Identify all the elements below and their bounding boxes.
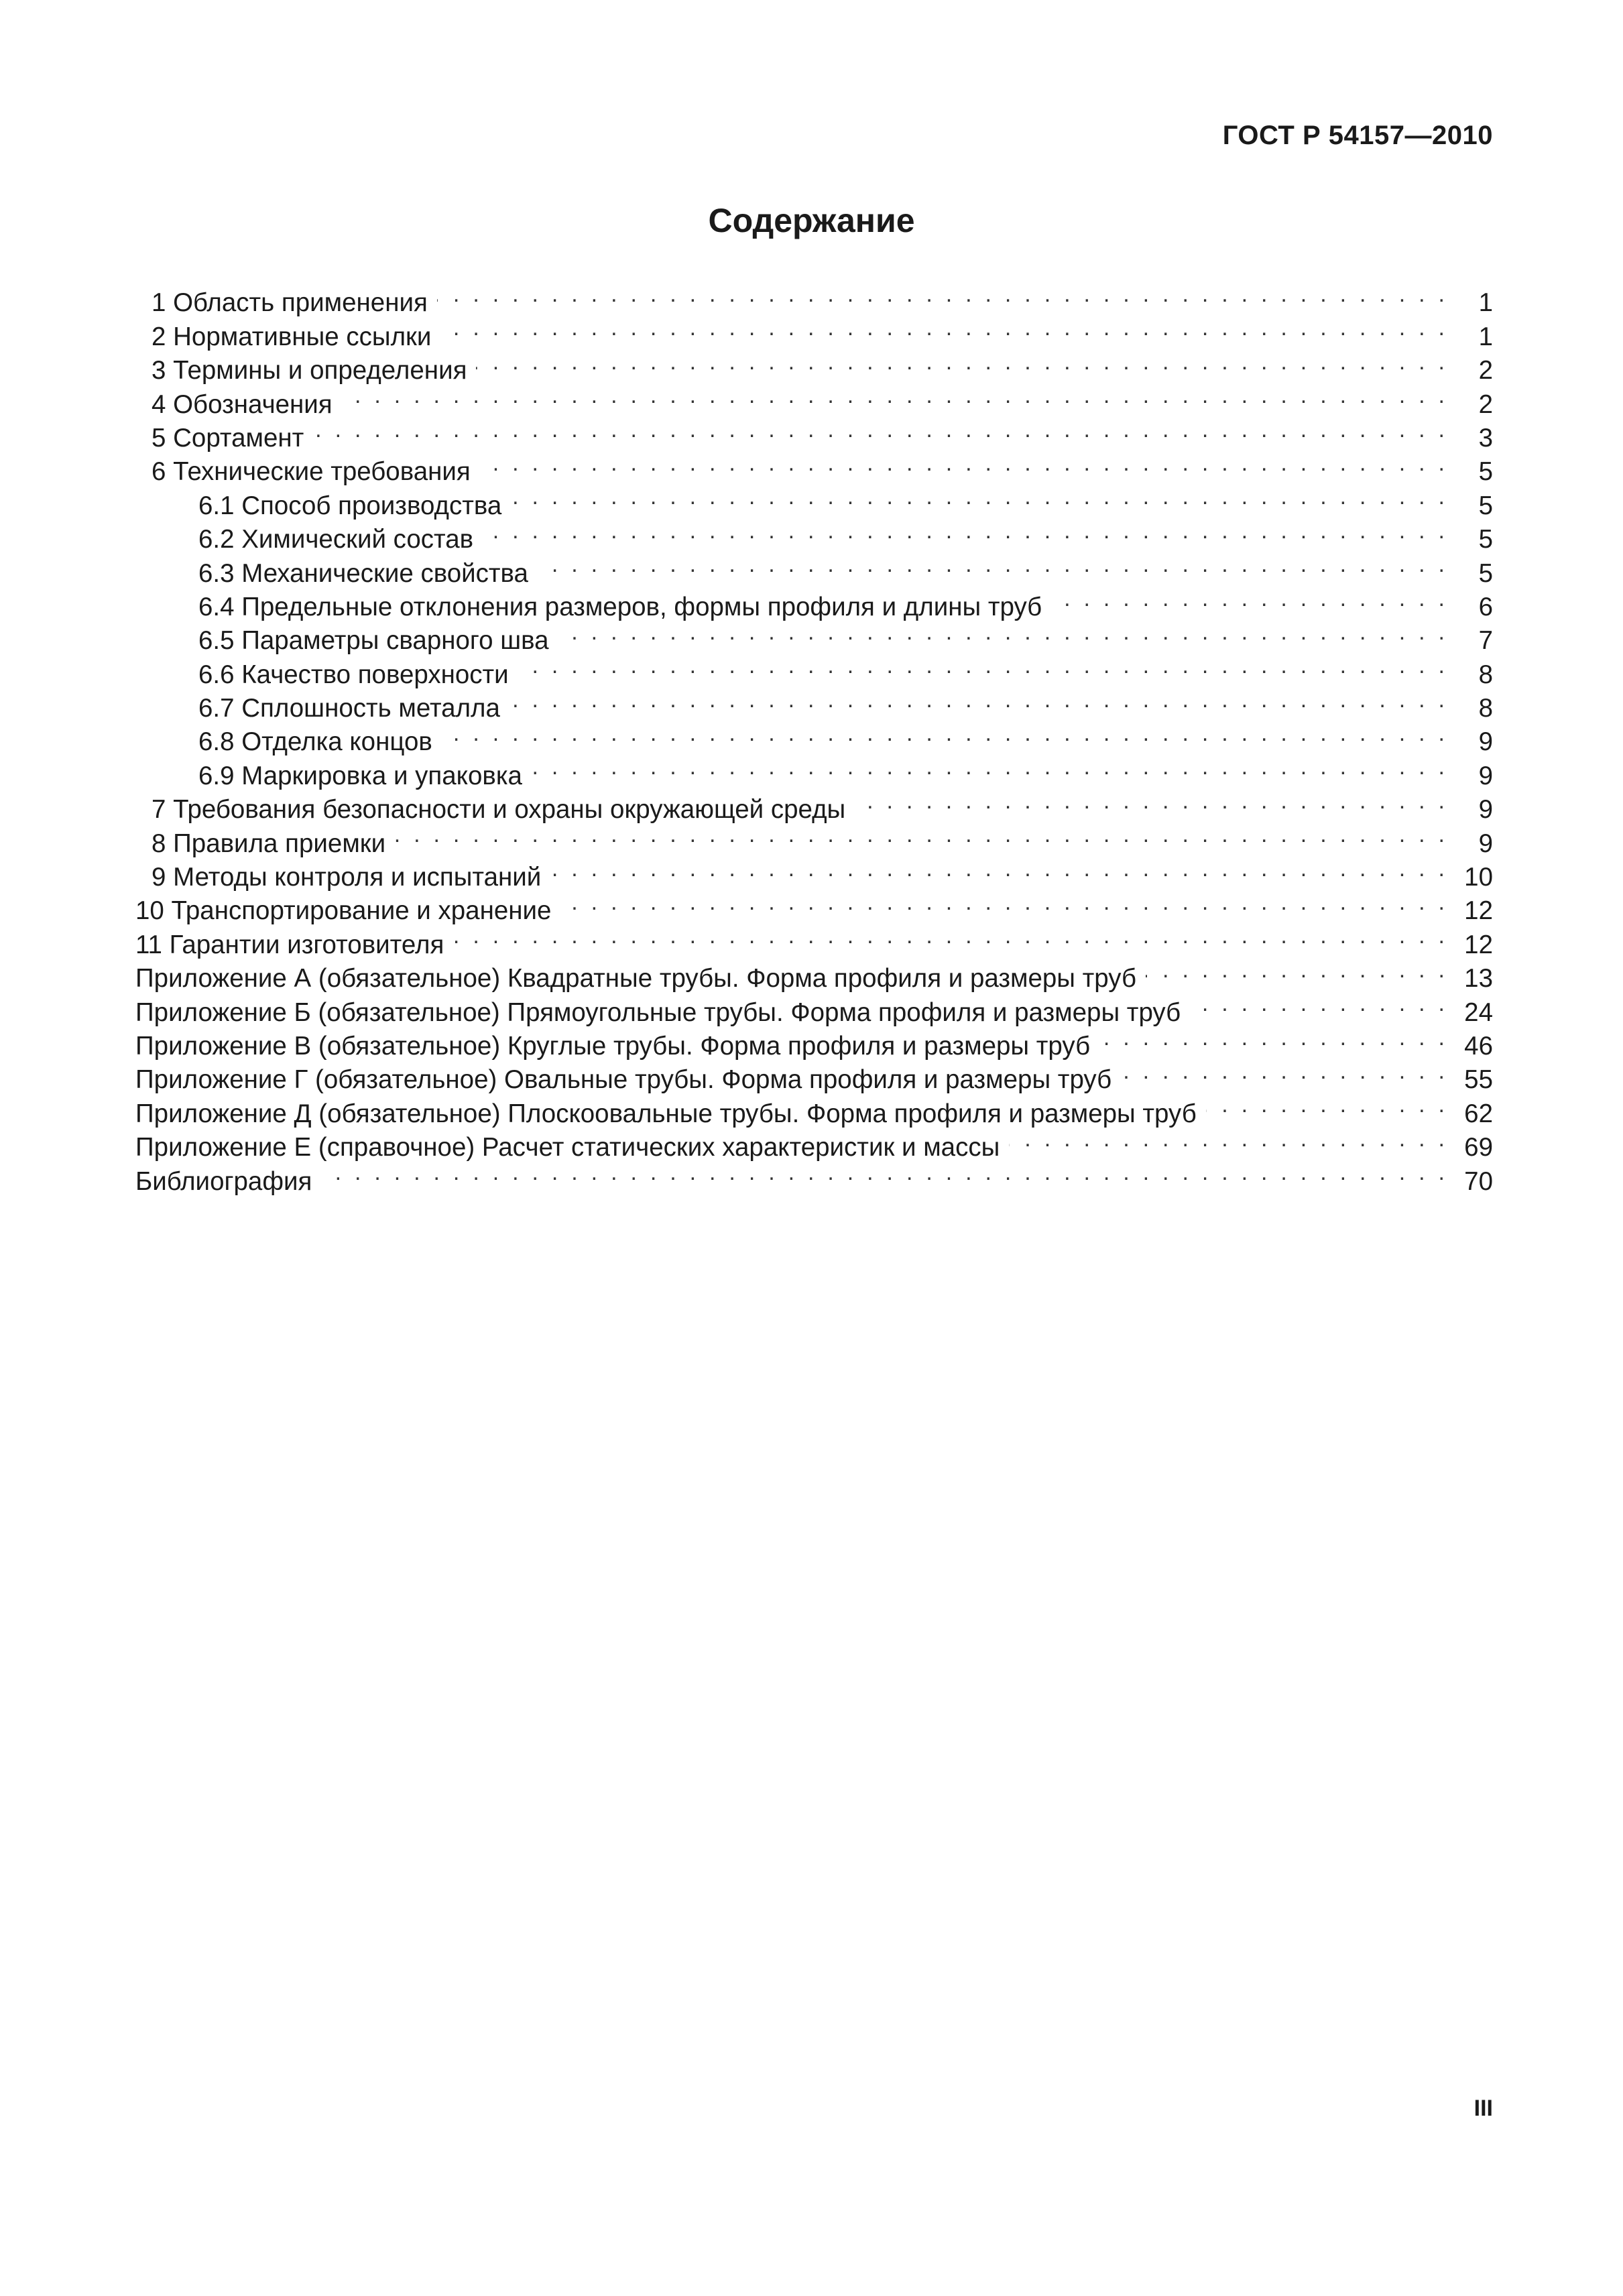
dot-leader [1009,1122,1445,1156]
toc-entry-label: 4 Обозначения [135,388,342,422]
dot-leader [483,514,1445,548]
dot-leader [437,278,1445,311]
dot-leader [518,649,1445,682]
toc-entry-label: 6.1 Способ производства [135,489,511,523]
toc-entry[interactable] [135,413,1493,452]
toc-entry-label: Приложение Д (обязательное) Плоскоовальные трубы. Форма профиля и размеры труб [135,1097,1206,1131]
toc-entry-label: 8 Правила приемки [135,827,395,861]
toc-entry-page: 9 [1445,827,1493,861]
toc-bibliography-entry[interactable] [135,1156,1493,1196]
toc-entry-page: 5 [1445,489,1493,523]
toc-entry-label: Библиография [135,1165,321,1199]
dot-leader [1051,582,1445,615]
toc-entry-label: 6.2 Химический состав [135,523,483,556]
toc-entry-page: 1 [1445,286,1493,320]
toc-entry-label: Приложение Г (обязательное) Овальные трубы. Форма профиля и размеры труб [135,1063,1121,1097]
page-number: III [1474,2096,1493,2121]
toc-entry-label: 10 Транспортирование и хранение [135,894,560,928]
toc-entry-label: 7 Требования безопасности и охраны окружающей среды [135,793,855,827]
toc-entry-label: Приложение В (обязательное) Круглые трубы. Форма профиля и размеры труб [135,1030,1099,1063]
toc-entry-page: 8 [1445,658,1493,692]
dot-leader [550,852,1445,886]
toc-entry-page: 70 [1445,1165,1493,1199]
toc-entry-label: 6.9 Маркировка и упаковка [135,760,532,793]
toc-entry-page: 3 [1445,422,1493,455]
toc-entry-label: 3 Термины и определения [135,354,476,387]
toc-entry-label: Приложение А (обязательное) Квадратные трубы. Форма профиля и размеры труб [135,962,1146,995]
dot-leader [855,784,1445,818]
dot-leader [1190,987,1445,1020]
dot-leader [442,717,1445,750]
dot-leader [476,345,1445,379]
toc-entry-page: 9 [1445,760,1493,793]
table-of-contents [135,278,1493,1196]
toc-entry-page: 46 [1445,1030,1493,1063]
toc-entry-label: 6.7 Сплошность металла [135,692,509,725]
dot-leader [395,818,1445,851]
toc-entry-label: 5 Сортамент [135,422,313,455]
dot-leader [453,919,1445,953]
dot-leader [509,683,1445,717]
toc-entry-label: 6.6 Качество поверхности [135,658,518,692]
toc-entry-label: 6.4 Предельные отклонения размеров, формы профиля и длины труб [135,591,1051,624]
dot-leader [313,413,1445,446]
toc-entry-page: 9 [1445,793,1493,827]
dot-leader [321,1156,1445,1189]
toc-entry-page: 13 [1445,962,1493,995]
dot-leader [342,379,1445,412]
toc-entry-label: 1 Область применения [135,286,437,320]
toc-entry-label: 2 Нормативные ссылки [135,320,440,354]
toc-entry-page: 8 [1445,692,1493,725]
toc-entry-label: 6.5 Параметры сварного шва [135,624,558,658]
toc-entry-label: Приложение Б (обязательное) Прямоугольные трубы. Форма профиля и размеры труб [135,996,1190,1030]
toc-entry-label: 6.3 Механические свойства [135,557,538,591]
dot-leader [1121,1054,1445,1088]
toc-entry-page: 6 [1445,591,1493,624]
toc-entry-page: 2 [1445,354,1493,387]
toc-entry-page: 2 [1445,388,1493,422]
toc-entry-page: 5 [1445,557,1493,591]
dot-leader [480,446,1445,480]
toc-entry-page: 62 [1445,1097,1493,1131]
toc-title: Содержание [708,202,915,239]
toc-entry-page: 5 [1445,523,1493,556]
dot-leader [538,548,1445,581]
toc-entry-page: 9 [1445,725,1493,759]
toc-entry-page: 5 [1445,455,1493,489]
toc-entry-page: 10 [1445,861,1493,894]
dot-leader [532,750,1445,784]
dot-leader [560,886,1445,919]
dot-leader [1146,953,1445,987]
toc-entry-page: 55 [1445,1063,1493,1097]
dot-leader [440,311,1445,345]
toc-entry[interactable] [135,278,1493,318]
toc-entry-label: Приложение Е (справочное) Расчет статических характеристик и массы [135,1131,1009,1164]
toc-entry-page: 24 [1445,996,1493,1030]
dot-leader [1206,1088,1445,1122]
toc-entry-label: 6 Технические требования [135,455,480,489]
dot-leader [558,615,1445,649]
dot-leader [511,480,1445,513]
toc-entry-label: 9 Методы контроля и испытаний [135,861,550,894]
dot-leader [1099,1021,1445,1054]
toc-entry-page: 12 [1445,928,1493,962]
toc-entry-page: 1 [1445,320,1493,354]
toc-entry-page: 7 [1445,624,1493,658]
toc-entry[interactable] [135,446,1493,487]
toc-entry-label: 11 Гарантии изготовителя [135,928,453,962]
toc-entry-page: 69 [1445,1131,1493,1164]
toc-entry-label: 6.8 Отделка концов [135,725,442,759]
toc-entry-page: 12 [1445,894,1493,928]
document-code: ГОСТ Р 54157—2010 [1222,121,1493,150]
